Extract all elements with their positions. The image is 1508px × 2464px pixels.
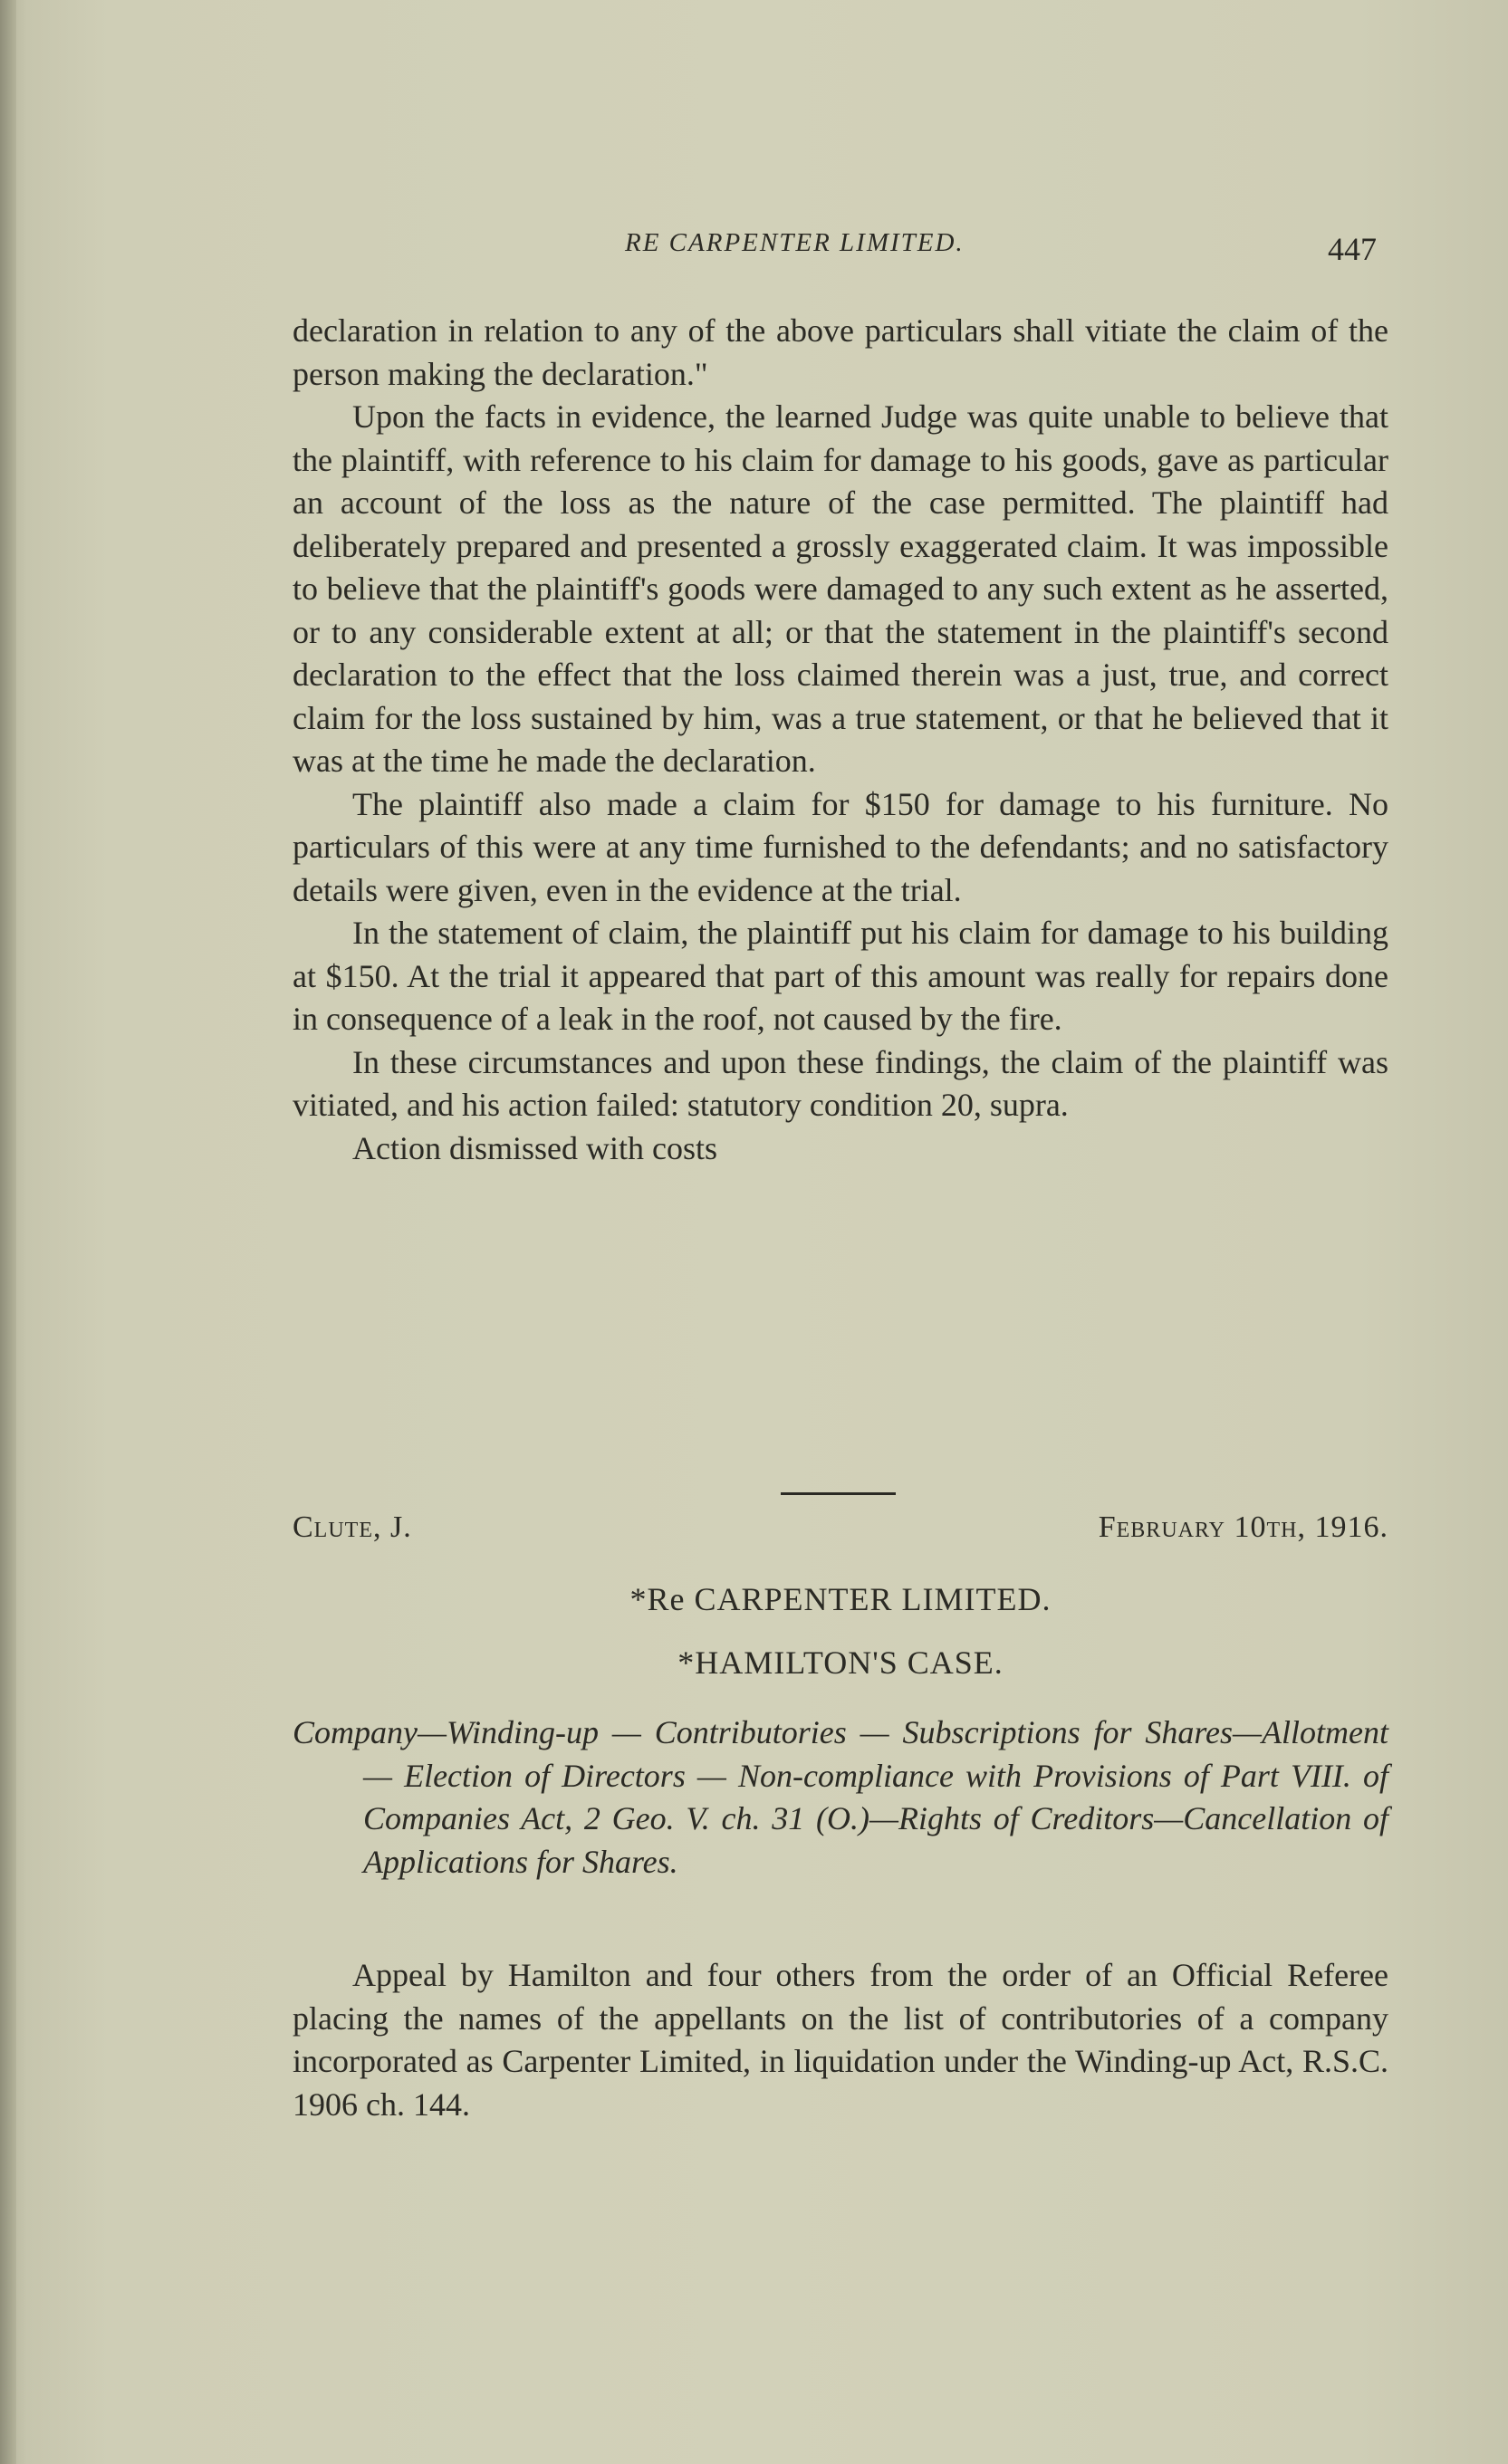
case-byline [293,1510,1388,1556]
book-spine-shadow [0,0,16,2464]
paragraph: In the statement of claim, the plaintiff put his claim for damage to his building at $150. At the trial it appeared that part of this amount was really for repairs done in consequence of a leak in the roof, not caused by the fire. [293,915,1388,1037]
section-divider [781,1492,896,1495]
disposition: Action dismissed with costs [352,1129,717,1166]
paragraph: The plaintiff also made a claim for $150 for damage to his furniture. No particulars of this were at any time furnished to the defendants; and no satisfactory details were given, even in the evidence at the trial. [293,785,1388,908]
headnote: Company—Winding-up — Contributories — Subscriptions for Shares—Allotment — Election of Directors — Non-compliance with Provisions of Part VIII. of Companies Act, 2 Geo. V. ch. 31 (O.)—Rights of Creditors—Cancellation of Applications for Shares. [293,1714,1388,1880]
page-number: 447 [1328,231,1377,267]
case-title: *Re CARPENTER LIMITED. [629,1581,1052,1617]
case-subtitle: *HAMILTON'S CASE. [677,1644,1004,1681]
judge-name: Clute, J. [293,1510,412,1544]
appeal-paragraph: Appeal by Hamilton and four others from the order of an Official Referee placing the names of the appellants on the list of contributories of a company incorporated as Carpenter Limited, in liquidation under the Winding-up Act, R.S.C. 1906 ch. 144. [293,1957,1388,2123]
paragraph: Upon the facts in evidence, the learned Judge was quite unable to believe that the plaintiff, with reference to his claim for damage to his goods, gave as particular an account of the loss as the nature of the case permitted. The plaintiff had deliberately prepared and presented a grossly exaggerated claim. It was impossible to believe that the plaintiff's goods were damaged to any such extent as he asserted, or to any considerable extent at all; or that the statement in the plaintiff's second declaration to the effect that the loss claimed therein was a just, true, and correct claim for the loss sustained by him, was a true statement, or that he believed that it was at the time he made the declaration. [293,398,1388,779]
decision-date: February 10th, 1916. [1098,1510,1388,1544]
judgment-body [293,310,1388,1170]
paragraph: declaration in relation to any of the above particulars shall vitiate the claim of the person making the declaration." [293,312,1388,392]
paragraph: In these circumstances and upon these findings, the claim of the plaintiff was vitiated, and his action failed: statutory condition 20, supra. [293,1043,1388,1123]
running-head: RE CARPENTER LIMITED. [625,228,965,257]
page-header [0,225,1508,270]
